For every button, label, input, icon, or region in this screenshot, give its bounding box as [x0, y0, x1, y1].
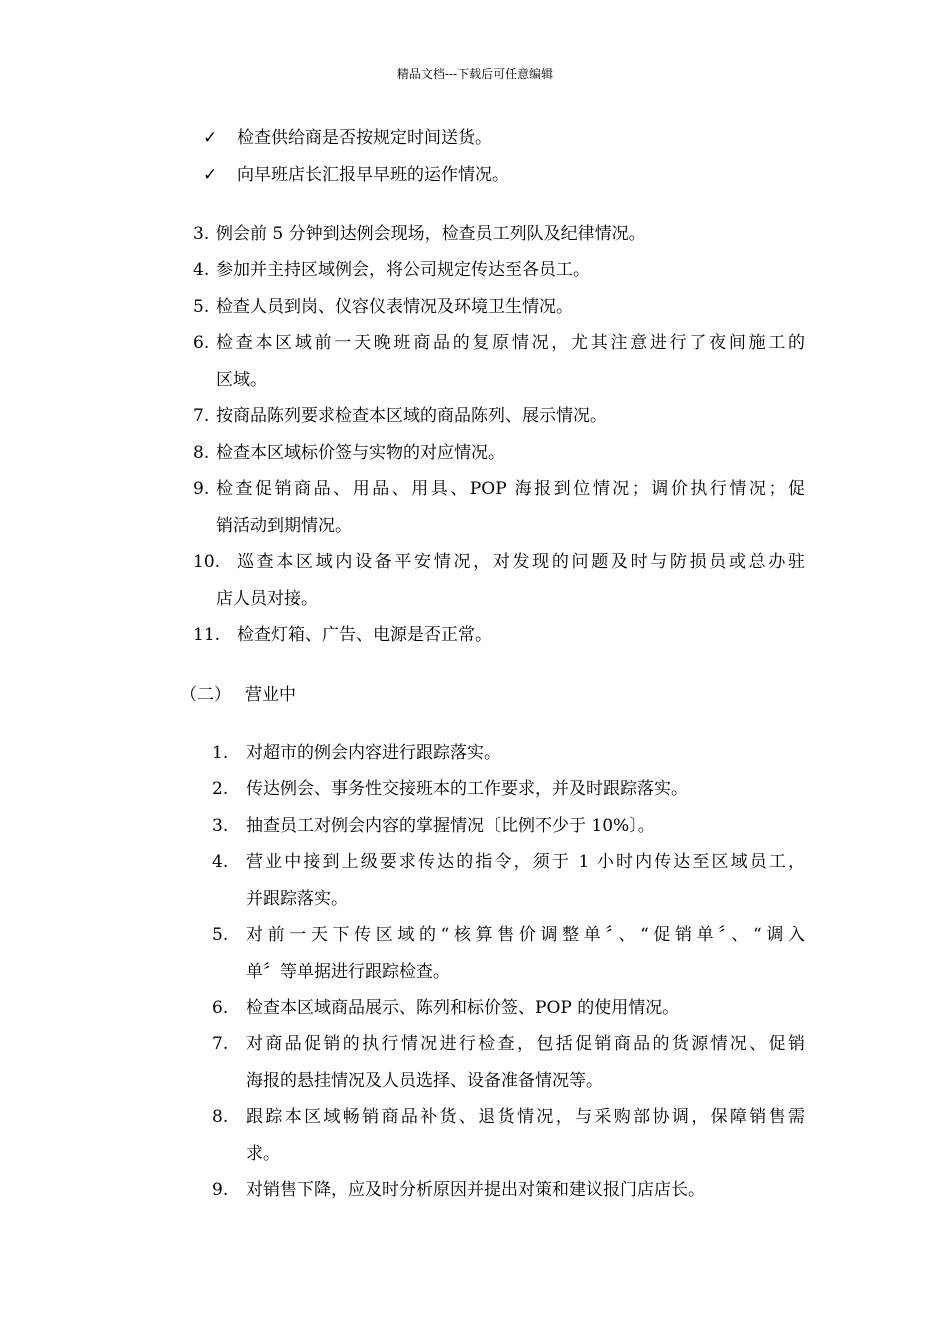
- list-item-number: 3.: [212, 816, 229, 836]
- list-item-number: 4.: [193, 260, 210, 280]
- list-item-number: 8.: [212, 1107, 229, 1127]
- list-item-number: 5.: [212, 925, 229, 945]
- list-item-number: 6.: [193, 333, 210, 353]
- section-marker: （二）: [180, 685, 231, 705]
- list-item: 营业中接到上级要求传达的指令，须于 1 小时内传达至区域员工，: [246, 852, 805, 872]
- list-item-number: 10.: [193, 552, 221, 572]
- list-item: 参加并主持区域例会，将公司规定传达至各员工。: [216, 260, 590, 280]
- checkmark-icon: ✓: [203, 165, 218, 185]
- list-item: 例会前 5 分钟到达例会现场，检查员工列队及纪律情况。: [216, 224, 646, 244]
- list-item-number: 3.: [193, 224, 210, 244]
- list-item: 对超市的例会内容进行跟踪落实。: [246, 743, 501, 763]
- list-item-number: 6.: [212, 998, 229, 1018]
- list-item: 检查本区域标价签与实物的对应情况。: [216, 443, 505, 463]
- list-item-continuation: 海报的悬挂情况及人员选择、设备准备情况等。: [246, 1071, 603, 1091]
- list-item-number: 8.: [193, 443, 210, 463]
- list-item: 检查本区域前一天晚班商品的复原情况，尤其注意进行了夜间施工的: [216, 333, 805, 353]
- list-item-continuation: 单〞等单据进行跟踪检查。: [246, 962, 450, 982]
- list-item-number: 11.: [193, 625, 221, 645]
- list-item: 检查本区域商品展示、陈列和标价签、POP 的使用情况。: [246, 998, 680, 1018]
- list-item-number: 9.: [193, 479, 210, 499]
- list-item-continuation: 销活动到期情况。: [216, 516, 352, 536]
- list-item: 按商品陈列要求检查本区域的商品陈列、展示情况。: [216, 406, 607, 426]
- list-item-number: 5.: [193, 297, 210, 317]
- list-item: 对前一天下传区域的“核算售价调整单〞、“促销单〞、“调入: [246, 925, 805, 945]
- checklist-item: 向早班店长汇报早早班的运作情况。: [237, 165, 509, 185]
- list-item-number: 9.: [212, 1180, 229, 1200]
- list-item: 检查促销商品、用品、用具、POP 海报到位情况；调价执行情况；促: [216, 479, 805, 499]
- list-item: 检查灯箱、广告、电源是否正常。: [237, 625, 492, 645]
- list-item: 对商品促销的执行情况进行检查，包括促销商品的货源情况、促销: [246, 1034, 805, 1054]
- section-title: 营业中: [245, 685, 296, 705]
- list-item-continuation: 求。: [246, 1144, 280, 1164]
- list-item-continuation: 并跟踪落实。: [246, 889, 348, 909]
- list-item: 巡查本区域内设备平安情况，对发现的问题及时与防损员或总办驻: [237, 552, 805, 572]
- list-item-number: 1.: [212, 743, 229, 763]
- page-header: 精品文档---下载后可任意编辑: [396, 67, 554, 81]
- list-item-number: 7.: [193, 406, 210, 426]
- list-item: 跟踪本区域畅销商品补货、退货情况，与采购部协调，保障销售需: [246, 1107, 805, 1127]
- list-item-number: 2.: [212, 779, 229, 799]
- list-item: 检查人员到岗、仪容仪表情况及环境卫生情况。: [216, 297, 573, 317]
- checkmark-icon: ✓: [203, 128, 218, 148]
- list-item: 对销售下降，应及时分析原因并提出对策和建议报门店店长。: [246, 1180, 705, 1200]
- checklist-item: 检查供给商是否按规定时间送货。: [237, 128, 492, 148]
- list-item-continuation: 区域。: [216, 370, 267, 390]
- list-item: 传达例会、事务性交接班本的工作要求，并及时跟踪落实。: [246, 779, 688, 799]
- list-item: 抽查员工对例会内容的掌握情况〔比例不少于 10%〕。: [246, 816, 655, 836]
- list-item-continuation: 店人员对接。: [216, 589, 318, 609]
- list-item-number: 4.: [212, 852, 229, 872]
- list-item-number: 7.: [212, 1034, 229, 1054]
